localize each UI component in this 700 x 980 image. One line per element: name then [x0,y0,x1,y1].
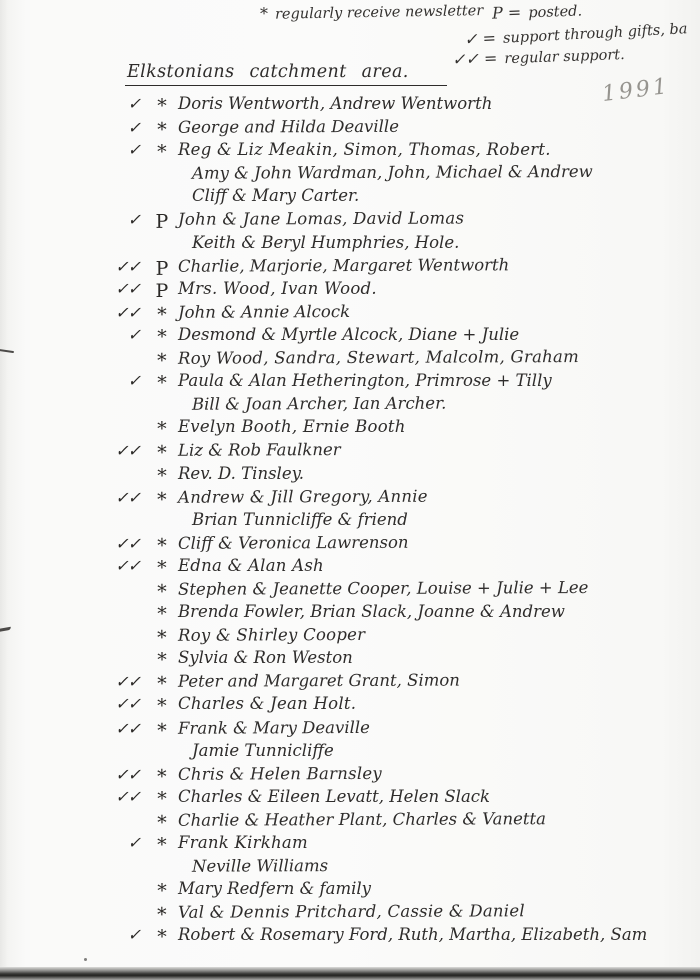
check-marks: ✓✓ [115,533,141,553]
entry-text: Doris Wentworth, Andrew Wentworth [178,94,493,113]
asterisk-mark: * [157,580,167,603]
entry-row [0,714,700,740]
entry-row [0,206,700,232]
asterisk-mark: * [157,118,167,141]
asterisk-mark: * [157,556,167,579]
asterisk-mark: * [157,904,167,927]
check-marks: ✓✓ [115,487,141,507]
asterisk-mark: * [157,303,167,326]
entry-row [0,785,700,808]
asterisk-icon: * [259,3,269,23]
entry-text: Neville Williams [191,856,329,876]
entry-row [0,575,700,601]
entry-row [0,923,700,949]
entry-row [0,806,700,832]
entry-row [0,462,700,485]
entry-text: Peter and Margaret Grant, Simon [177,670,460,692]
entry-text: Charles & Jean Holt. [178,694,357,714]
check-marks [0,364,146,365]
legend-newsletter [260,0,483,23]
entry-text: Cliff & Veronica Lawrenson [177,532,409,553]
entry-row [0,668,700,694]
entry-text: Stephen & Jeanette Cooper, Louise + Julie + Lee [177,577,589,599]
entry-text: Brenda Fowler, Brian Slack, Joanne & Andrew [178,602,565,622]
entry-row [0,646,700,672]
asterisk-mark: * [157,719,167,742]
entry-text: Mrs. Wood, Ivan Wood. [178,278,377,298]
entry-text: Frank & Mary Deaville [177,717,370,738]
entry-row [0,231,700,254]
entry-text: Desmond & Myrtle Alcock, Diane + Julie [178,324,520,344]
legend-posted [492,0,583,22]
check-marks: ✓✓ [115,256,141,276]
asterisk-mark: * [157,926,167,949]
check-marks: ✓✓ [115,786,140,806]
entry-row [0,323,700,346]
check-marks: ✓✓ [115,764,141,784]
entry-text: Frank Kirkham [178,833,308,852]
asterisk-mark: * [157,141,167,164]
asterisk-mark: * [157,325,167,348]
check-marks [0,410,146,411]
scanner-edge-band [0,967,700,980]
entry-text: George and Hilda Deaville [177,116,399,137]
entry-text: John & Annie Alcock [177,301,351,322]
entry-row [0,184,700,207]
legend-newsletter-text: regularly receive newsletter [274,3,484,23]
check-marks: ✓✓ [115,694,140,714]
entry-text: Charles & Eileen Levatt, Helen Slack [178,786,491,806]
entry-text: Robert & Rosemary Ford, Ruth, Martha, Elizabeth, Sam [178,925,648,945]
entry-text: Roy & Shirley Cooper [177,625,366,645]
entry-text: Evelyn Booth, Ernie Booth [178,417,406,437]
check-marks: ✓ [127,833,140,852]
asterisk-mark: * [157,442,167,465]
asterisk-mark: * [157,349,167,372]
asterisk-mark: * [157,673,167,696]
entry-text: John & Jane Lomas, David Lomas [177,208,465,230]
asterisk-mark: * [157,464,167,487]
check-marks: ✓✓ [115,718,141,738]
asterisk-mark: * [157,834,167,856]
year-note: 1991 [600,73,672,108]
asterisk-mark: * [157,372,167,395]
entry-row [0,92,700,115]
check-marks: ✓ [127,118,141,138]
entry-text: Keith & Beryl Humphries, Hole. [192,232,460,252]
check-marks: ✓✓ [115,672,141,692]
entry-row [0,760,700,786]
check-icon: ✓ = [463,28,497,49]
legend-double-check-text: regular support. [504,46,625,68]
entry-row [0,622,700,648]
entry-row [0,277,700,300]
posted-symbol: P = [491,2,522,23]
entry-row [0,899,700,925]
entry-row [0,692,700,718]
check-marks: ✓ [127,210,141,230]
entry-row [0,369,700,395]
entry-row [0,739,700,762]
asterisk-mark: * [157,880,167,903]
entry-text: Reg & Liz Meakin, Simon, Thomas, Robert. [178,140,551,160]
check-marks [0,872,146,873]
entry-text: Sylvia & Ron Weston [178,648,353,668]
check-marks: ✓✓ [115,302,141,322]
entry-row [0,483,700,509]
entry-row [0,853,700,879]
check-marks: ✓✓ [115,278,140,298]
entry-row [0,252,700,278]
asterisk-mark: * [157,418,167,441]
entry-text: Val & Dennis Pritchard, Cassie & Daniel [177,901,525,923]
entry-text: Andrew & Jill Gregory, Annie [177,486,428,507]
entry-text: Cliff & Mary Carter. [192,186,360,206]
check-marks [0,826,146,827]
asterisk-mark: * [157,787,167,810]
entry-row [0,529,700,555]
asterisk-mark: * [157,626,167,649]
check-marks: ✓ [127,140,140,160]
entry-text: Amy & John Wardman, John, Michael & Andrew [191,162,593,183]
entry-row [0,877,700,903]
entry-row [0,831,700,854]
asterisk-mark: * [157,603,167,626]
asterisk-mark: * [157,95,167,117]
asterisk-mark: * [157,649,167,672]
asterisk-mark: * [157,488,167,511]
entry-row [0,508,700,531]
entry-row [0,554,700,577]
check-marks: ✓✓ [115,441,141,461]
entry-text: Roy Wood, Sandra, Stewart, Malcolm, Graham [177,347,580,368]
page-title: Elkstonians catchment area. [125,62,447,86]
entry-text: Charlie & Heather Plant, Charles & Vanetta [177,809,547,830]
entry-row [0,600,700,626]
check-marks [0,179,146,180]
entry-text: Edna & Alan Ash [178,555,324,575]
entry-text: Rev. D. Tinsley. [178,463,304,483]
double-check-icon: ✓✓ = [451,48,498,70]
entry-row [0,345,700,371]
entry-row [0,298,700,324]
entry-text: Paula & Alan Hetherington, Primrose + Tilly [178,371,552,391]
check-marks [0,595,146,596]
legend-single-check [464,18,688,49]
entry-row [0,415,700,441]
stray-dot-mark [84,958,87,961]
entry-row [0,138,700,164]
asterisk-mark: * [157,811,167,834]
check-marks: ✓ [127,94,140,113]
asterisk-mark: * [157,695,167,718]
asterisk-mark: * [157,534,167,557]
check-marks: ✓ [127,371,140,391]
entry-text: Charlie, Marjorie, Margaret Wentworth [177,254,510,276]
check-marks: ✓✓ [115,555,140,575]
check-marks: ✓ [127,925,140,945]
legend-posted-text: posted. [528,3,583,22]
entry-text: Mary Redfern & family [178,879,371,899]
entry-text: Bill & Joan Archer, Ian Archer. [191,393,447,414]
asterisk-mark: P [155,257,169,280]
check-marks: ✓ [127,324,140,344]
entry-list [0,92,700,949]
entry-text: Liz & Rob Faulkner [177,440,341,461]
entry-row [0,114,700,140]
entry-row [0,391,700,417]
entry-text: Chris & Helen Barnsley [177,763,382,784]
entry-text: Jamie Tunnicliffe [192,740,334,760]
entry-row [0,437,700,463]
check-marks [0,641,146,642]
asterisk-mark: P [155,279,169,302]
asterisk-mark: * [157,765,167,788]
entry-row [0,160,700,186]
check-marks [0,918,146,919]
asterisk-mark: P [155,211,169,234]
entry-text: Brian Tunnicliffe & friend [192,509,408,529]
legend-single-check-text: support through gifts, ba [502,21,688,47]
